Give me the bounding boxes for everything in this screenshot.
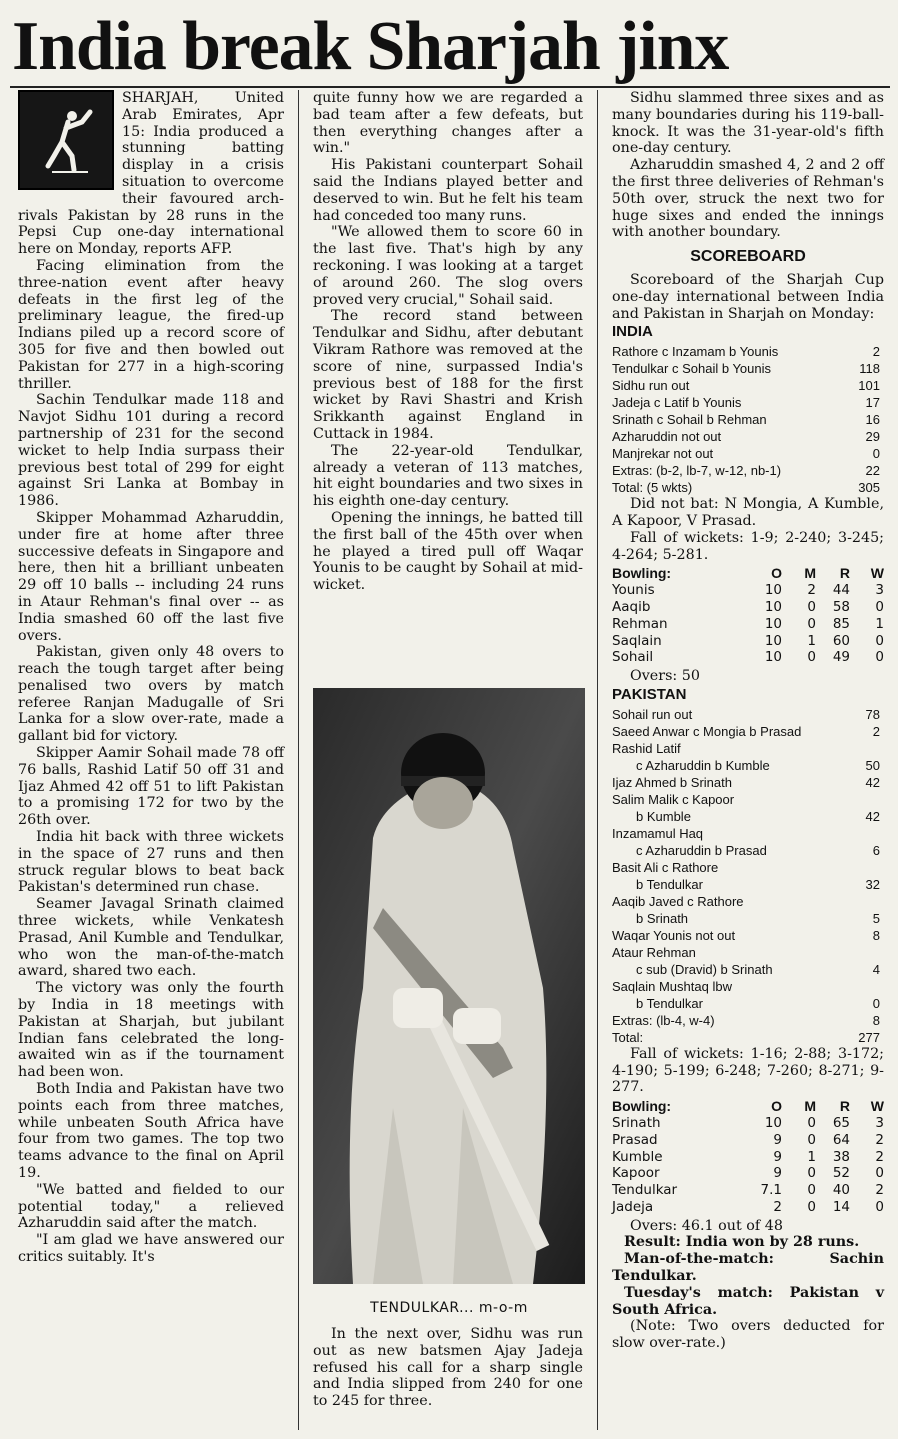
- bowling-figure: 2: [773, 1198, 782, 1215]
- batting-row: [612, 876, 884, 893]
- batsman-dismissal: Waqar Younis not out: [612, 927, 736, 943]
- bowling-figure: 1: [875, 615, 884, 632]
- batsman-runs: [880, 740, 884, 757]
- batting-row: [612, 411, 884, 428]
- bowling-figure: 7.1: [760, 1182, 782, 1199]
- batsman-dismissal: Sidhu run out: [612, 378, 690, 394]
- batsman-runs: 17: [865, 395, 880, 411]
- bowling-row: [612, 649, 884, 666]
- bowler-name: Younis: [612, 582, 655, 599]
- bowling-figure: 10: [764, 649, 782, 666]
- batsman-runs: 5: [872, 910, 880, 926]
- article-column-2-continued: [313, 1326, 583, 1436]
- batting-row: [612, 360, 884, 377]
- batting-row: [612, 893, 884, 910]
- batsman-runs: 0: [872, 995, 880, 1011]
- bowling-figure: 0: [875, 632, 884, 649]
- bowling-figure: 0: [807, 1114, 816, 1131]
- bowling-figure: 14: [832, 1198, 850, 1215]
- bowling-figure: 38: [832, 1148, 850, 1165]
- article-paragraph: quite funny how we are regarded a bad team after a few defeats, but then everything changes after a win.": [313, 90, 583, 157]
- article-paragraph: The victory was only the fourth by India in 18 meetings with Pakistan at Sharjah, but jubilant Indian fans celebrated the long-awaited win as if the tournament had been won.: [18, 980, 284, 1081]
- batsman-dismissal: Tendulkar c Sohail b Younis: [612, 361, 772, 377]
- article-paragraph: Opening the innings, he batted till the first ball of the 45th over when he played a tired pull off Waqar Younis to be caught by Sohail at mid-wicket.: [313, 509, 583, 594]
- article-paragraph: Sachin Tendulkar made 118 and Navjot Sidhu 101 during a record partnership of 231 for the second wicket to help India surpass their previous best total of 299 for eight against Sri Lanka at Bombay in 1986.: [18, 392, 284, 510]
- batsman-dismissal: c sub (Dravid) b Srinath: [636, 961, 773, 977]
- batting-row: [612, 927, 884, 944]
- cricket-logo-icon: [18, 90, 114, 190]
- bowling-row: [612, 633, 884, 650]
- article-column-3: [612, 90, 884, 1430]
- batting-row: [612, 774, 884, 791]
- bowling-header-cell: M: [804, 565, 816, 582]
- team-label-india: INDIA: [612, 323, 653, 341]
- batsman-runs: 101: [858, 378, 880, 394]
- batsman-runs: 2: [872, 723, 880, 739]
- bowling-header-cell: O: [771, 1098, 782, 1115]
- bowling-figure: 10: [764, 1114, 782, 1131]
- batsman-runs: 2: [872, 344, 880, 360]
- batsman-dismissal: Rathore c Inzamam b Younis: [612, 344, 779, 360]
- batsman-runs: 50: [865, 757, 880, 773]
- bowling-figure: 10: [764, 615, 782, 632]
- batsman-dismissal: Total:: [612, 1029, 644, 1045]
- batting-row: [612, 757, 884, 774]
- bowling-figure: 9: [773, 1131, 782, 1148]
- batsman-runs: [880, 825, 884, 842]
- article-paragraph: Skipper Aamir Sohail made 78 off 76 balls, Rashid Latif 50 off 31 and Ijaz Ahmed 42 off 51 to lift Pakistan to a promising 172 for two by the 26th over.: [18, 745, 284, 829]
- batsman-runs: 8: [872, 927, 880, 943]
- bowling-row: [612, 1132, 884, 1149]
- batsman-runs: 118: [859, 361, 880, 377]
- bowling-figure: 85: [832, 615, 850, 632]
- batsman-dismissal: Rashid Latif: [612, 740, 681, 756]
- batsman-dismissal: Srinath c Sohail b Rehman: [612, 412, 767, 428]
- bowler-name: Kumble: [612, 1148, 663, 1165]
- batting-row: [612, 978, 884, 995]
- bowling-figure: 64: [832, 1131, 850, 1148]
- bowling-header-cell: O: [771, 565, 782, 582]
- batsman-runs: 0: [872, 446, 880, 462]
- bowling-figure: 52: [832, 1165, 850, 1182]
- batting-row: [612, 706, 884, 723]
- batsman-dismissal: b Tendulkar: [636, 876, 703, 892]
- batsman-runs: 16: [865, 412, 880, 428]
- batsman-dismissal: b Kumble: [636, 808, 691, 824]
- bowling-figure: 3: [875, 582, 884, 599]
- bowling-figure: 0: [807, 1182, 816, 1199]
- bowling-row: [612, 1149, 884, 1166]
- batsman-runs: 42: [865, 808, 880, 824]
- bowling-figure: 2: [875, 1131, 884, 1148]
- bowling-header-row: [612, 565, 884, 582]
- batsman-runs: 78: [865, 706, 880, 722]
- bowling-figure: 60: [832, 632, 850, 649]
- bowler-name: Kapoor: [612, 1165, 660, 1182]
- batsman-runs: [880, 893, 884, 910]
- bowling-figure: 3: [875, 1114, 884, 1131]
- india-bowling-table: [612, 565, 884, 666]
- article-paragraph: The 22-year-old Tendulkar, already a veteran of 113 matches, hit eight boundaries and two sixes in his eighth one-day century.: [313, 442, 583, 510]
- bowling-figure: 10: [764, 632, 782, 649]
- bowling-header-cell: W: [870, 1098, 884, 1115]
- match-result: Result: India won by 28 runs.: [624, 1234, 860, 1251]
- bowling-row: [612, 582, 884, 599]
- bowler-name: Prasad: [612, 1131, 658, 1148]
- bowling-figure: 1: [807, 1148, 816, 1165]
- batsman-dismissal: Saeed Anwar c Mongia b Prasad: [612, 723, 802, 739]
- india-fall-of-wickets: Fall of wickets: 1-9; 2-240; 3-245; 4-264; 5-281.: [612, 529, 884, 563]
- batsman-runs: 277: [858, 1029, 880, 1045]
- batsman-dismissal: Saqlain Mushtaq lbw: [612, 978, 732, 994]
- bowling-row: [612, 1199, 884, 1216]
- bowling-header-cell: R: [839, 565, 850, 582]
- bowling-header-cell: R: [839, 1098, 850, 1115]
- batsman-runs: 8: [872, 1012, 880, 1028]
- batsman-runs: [880, 944, 884, 961]
- bowling-figure: 49: [832, 649, 850, 666]
- batting-row: [612, 1029, 884, 1046]
- man-of-the-match: Man-of-the-match: Sachin Tendulkar.: [612, 1251, 884, 1285]
- bowling-figure: 0: [875, 1165, 884, 1182]
- batsman-dismissal: b Tendulkar: [636, 995, 703, 1011]
- bowling-header-cell: Bowling:: [612, 565, 672, 582]
- next-match: Tuesday's match: Pakistan v South Africa.: [612, 1284, 884, 1318]
- article-paragraph: India hit back with three wickets in the space of 27 runs and then struck regular blows to beat back Pakistan's determined run chase.: [18, 829, 284, 896]
- batsman-runs: 29: [865, 429, 880, 445]
- batting-row: [612, 723, 884, 740]
- bowling-figure: 0: [875, 649, 884, 666]
- batsman-runs: 32: [865, 876, 880, 892]
- article-paragraph: Both India and Pakistan have two points each from three matches, while unbeaten South Africa have four from two games. The top two teams advance to the final on April 19.: [18, 1081, 284, 1181]
- batsman-runs: 6: [872, 842, 880, 858]
- bowling-figure: 0: [807, 1165, 816, 1182]
- bowler-name: Jadeja: [612, 1198, 654, 1215]
- batting-row: [612, 961, 884, 978]
- batting-row: [612, 944, 884, 961]
- bowler-name: Rehman: [612, 615, 668, 632]
- bowler-name: Sohail: [612, 649, 654, 666]
- team-label-pakistan: PAKISTAN: [612, 685, 687, 703]
- over-rate-note: (Note: Two overs deducted for slow over-rate.): [612, 1318, 884, 1352]
- bowling-row: [612, 1165, 884, 1182]
- bowling-figure: 10: [764, 598, 782, 615]
- pakistan-overs: Overs: 46.1 out of 48: [630, 1217, 783, 1234]
- bowling-row: [612, 1182, 884, 1199]
- batting-row: [612, 343, 884, 360]
- bowling-figure: 2: [875, 1148, 884, 1165]
- batsman-dismissal: c Azharuddin b Kumble: [636, 757, 770, 773]
- bowling-figure: 44: [832, 582, 850, 599]
- bowling-figure: 0: [807, 598, 816, 615]
- bowling-header-cell: Bowling:: [612, 1098, 672, 1115]
- batsman-dismissal: Ataur Rehman: [612, 944, 696, 960]
- bowling-figure: 1: [807, 632, 816, 649]
- article-column-2: [313, 90, 583, 594]
- bowler-name: Saqlain: [612, 632, 662, 649]
- batting-row: [612, 791, 884, 808]
- headline-rule: [10, 86, 890, 88]
- pakistan-batting-list: [612, 706, 884, 1046]
- batting-row: [612, 1012, 884, 1029]
- batting-row: [612, 445, 884, 462]
- bowling-figure: 40: [832, 1182, 850, 1199]
- batting-row: [612, 808, 884, 825]
- batsman-runs: 22: [865, 463, 880, 479]
- column-divider: [298, 90, 299, 1430]
- batsman-dismissal: Extras: (b-2, lb-7, w-12, nb-1): [612, 463, 782, 479]
- bowling-figure: 65: [832, 1114, 850, 1131]
- bowling-figure: 2: [807, 582, 816, 599]
- column-divider: [597, 90, 598, 1430]
- batting-row: [612, 842, 884, 859]
- bowling-row: [612, 599, 884, 616]
- pakistan-bowling-table: [612, 1098, 884, 1216]
- scoreboard-title: SCOREBOARD: [690, 248, 806, 266]
- batting-row: [612, 910, 884, 927]
- did-not-bat: Did not bat: N Mongia, A Kumble, A Kapoor, V Prasad.: [612, 496, 884, 529]
- article-paragraph: "We allowed them to score 60 in the last five. That's high by any reckoning. I was looking at a target of around 260. The slog overs proved very crucial," Sohail said.: [313, 224, 583, 308]
- batsman-runs: [880, 791, 884, 808]
- bowling-row: [612, 1115, 884, 1132]
- batsman-runs: 305: [858, 480, 880, 496]
- bowling-figure: 9: [773, 1148, 782, 1165]
- article-column-1: [18, 90, 284, 1430]
- dateline-paragraph: SHARJAH, United Arab Emirates, Apr 15: India produced a stunning batting display in a crisis situation to overcome their favoured arch-rivals Pakistan by 28 runs in the Pepsi Cup one-day international here on Monday, reports AFP.: [18, 90, 284, 258]
- batsman-dismissal: Inzamamul Haq: [612, 825, 704, 841]
- batsman-runs: 4: [872, 961, 880, 977]
- bowling-figure: 9: [773, 1165, 782, 1182]
- batsman-dismissal: b Srinath: [636, 910, 689, 926]
- batting-row: [612, 995, 884, 1012]
- article-paragraph: Pakistan, given only 48 overs to reach the tough target after being penalised two overs by match referee Ranjan Madugalle of Sri Lanka for a slow over-rate, made a gallant bid for victory.: [18, 644, 284, 745]
- bowling-figure: 10: [764, 582, 782, 599]
- batting-row: [612, 740, 884, 757]
- tendulkar-photo: [313, 688, 585, 1284]
- bowling-figure: 2: [875, 1182, 884, 1199]
- article-paragraph: "I am glad we have answered our critics suitably. It's: [18, 1232, 284, 1265]
- bowling-figure: 0: [807, 649, 816, 666]
- article-paragraph: Skipper Mohammad Azharuddin, under fire at home after three successive defeats in Singapore and here, then hit a brilliant unbeaten 29 off 10 balls -- including 24 runs in Ataur Rehman's final over -- as India smashed 60 off the last five overs.: [18, 509, 284, 644]
- article-paragraph: In the next over, Sidhu was run out as new batsmen Ajay Jadeja refused his call for a sharp single and India slipped from 240 for one to 245 for three.: [313, 1326, 583, 1410]
- bowling-header-cell: M: [804, 1098, 816, 1115]
- article-paragraph: Seamer Javagal Srinath claimed three wickets, while Venkatesh Prasad, Anil Kumble and Tendulkar, who won the man-of-the-match award, shared two each.: [18, 896, 284, 980]
- india-batting-list: [612, 343, 884, 496]
- photo-caption: TENDULKAR... m-o-m: [370, 1300, 528, 1316]
- scoreboard-intro: Scoreboard of the Sharjah Cup one-day international between India and Pakistan in Sharjah on Monday:: [612, 271, 884, 322]
- bowling-figure: 0: [807, 1131, 816, 1148]
- batting-row: [612, 377, 884, 394]
- article-paragraph: His Pakistani counterpart Sohail said the Indians played better and deserved to win. But he felt his team had conceded too many runs.: [313, 157, 583, 224]
- bowling-row: [612, 616, 884, 633]
- batsman-runs: 42: [865, 774, 880, 790]
- india-overs: Overs: 50: [630, 668, 700, 685]
- bowling-figure: 0: [807, 615, 816, 632]
- bowling-figure: 0: [807, 1198, 816, 1215]
- article-paragraph: Azharuddin smashed 4, 2 and 2 off the first three deliveries of Rehman's 50th over, struck the next two for huge sixes and ended the innings with another boundary.: [612, 157, 884, 241]
- batsman-runs: [880, 859, 884, 876]
- batsman-dismissal: Ijaz Ahmed b Srinath: [612, 774, 732, 790]
- bowling-figure: 0: [875, 1198, 884, 1215]
- headline: India break Sharjah jinx: [12, 8, 729, 85]
- batsman-dismissal: Basit Ali c Rathore: [612, 859, 719, 875]
- bowler-name: Aaqib: [612, 598, 651, 615]
- batsman-dismissal: Manjrekar not out: [612, 446, 714, 462]
- batsman-dismissal: Sohail run out: [612, 706, 693, 722]
- batsman-dismissal: Azharuddin not out: [612, 429, 722, 445]
- batsman-dismissal: Aaqib Javed c Rathore: [612, 893, 744, 909]
- bowling-figure: 0: [875, 598, 884, 615]
- batsman-dismissal: Total: (5 wkts): [612, 480, 693, 496]
- article-paragraph: Sidhu slammed three sixes and as many boundaries during his 119-ball-knock. It was the 31-year-old's fifth one-day century.: [612, 90, 884, 157]
- bowling-header-row: [612, 1098, 884, 1115]
- article-paragraph: Facing elimination from the three-nation event after heavy defeats in the first leg of the preliminary league, the fired-up Indians piled up a record score of 305 for five and then bowled out Pakistan for 277 in a high-scoring thriller.: [18, 257, 284, 392]
- batting-row: [612, 825, 884, 842]
- article-paragraph: "We batted and fielded to our potential today," a relieved Azharuddin said after the match.: [18, 1181, 284, 1232]
- batting-row: [612, 859, 884, 876]
- batting-row: [612, 462, 884, 479]
- batsman-dismissal: Jadeja c Latif b Younis: [612, 395, 742, 411]
- bowling-header-cell: W: [870, 565, 884, 582]
- article-paragraph: The record stand between Tendulkar and Sidhu, after debutant Vikram Rathore was removed at the score of nine, surpassed India's previous best of 188 for the first wicket by Ravi Shastri and Krish Srikkanth against England in Cuttack in 1984.: [313, 308, 583, 442]
- pakistan-fall-of-wickets: Fall of wickets: 1-16; 2-88; 3-172; 4-190; 5-199; 6-248; 7-260; 8-271; 9-277.: [612, 1045, 884, 1096]
- batsman-dismissal: Extras: (lb-4, w-4): [612, 1012, 715, 1028]
- bowling-figure: 58: [832, 598, 850, 615]
- bowler-name: Tendulkar: [612, 1182, 678, 1199]
- bowler-name: Srinath: [612, 1114, 661, 1131]
- batting-row: [612, 428, 884, 445]
- batting-row: [612, 394, 884, 411]
- batsman-dismissal: c Azharuddin b Prasad: [636, 842, 767, 858]
- batting-row: [612, 479, 884, 496]
- batsman-dismissal: Salim Malik c Kapoor: [612, 791, 735, 807]
- batsman-runs: [880, 978, 884, 995]
